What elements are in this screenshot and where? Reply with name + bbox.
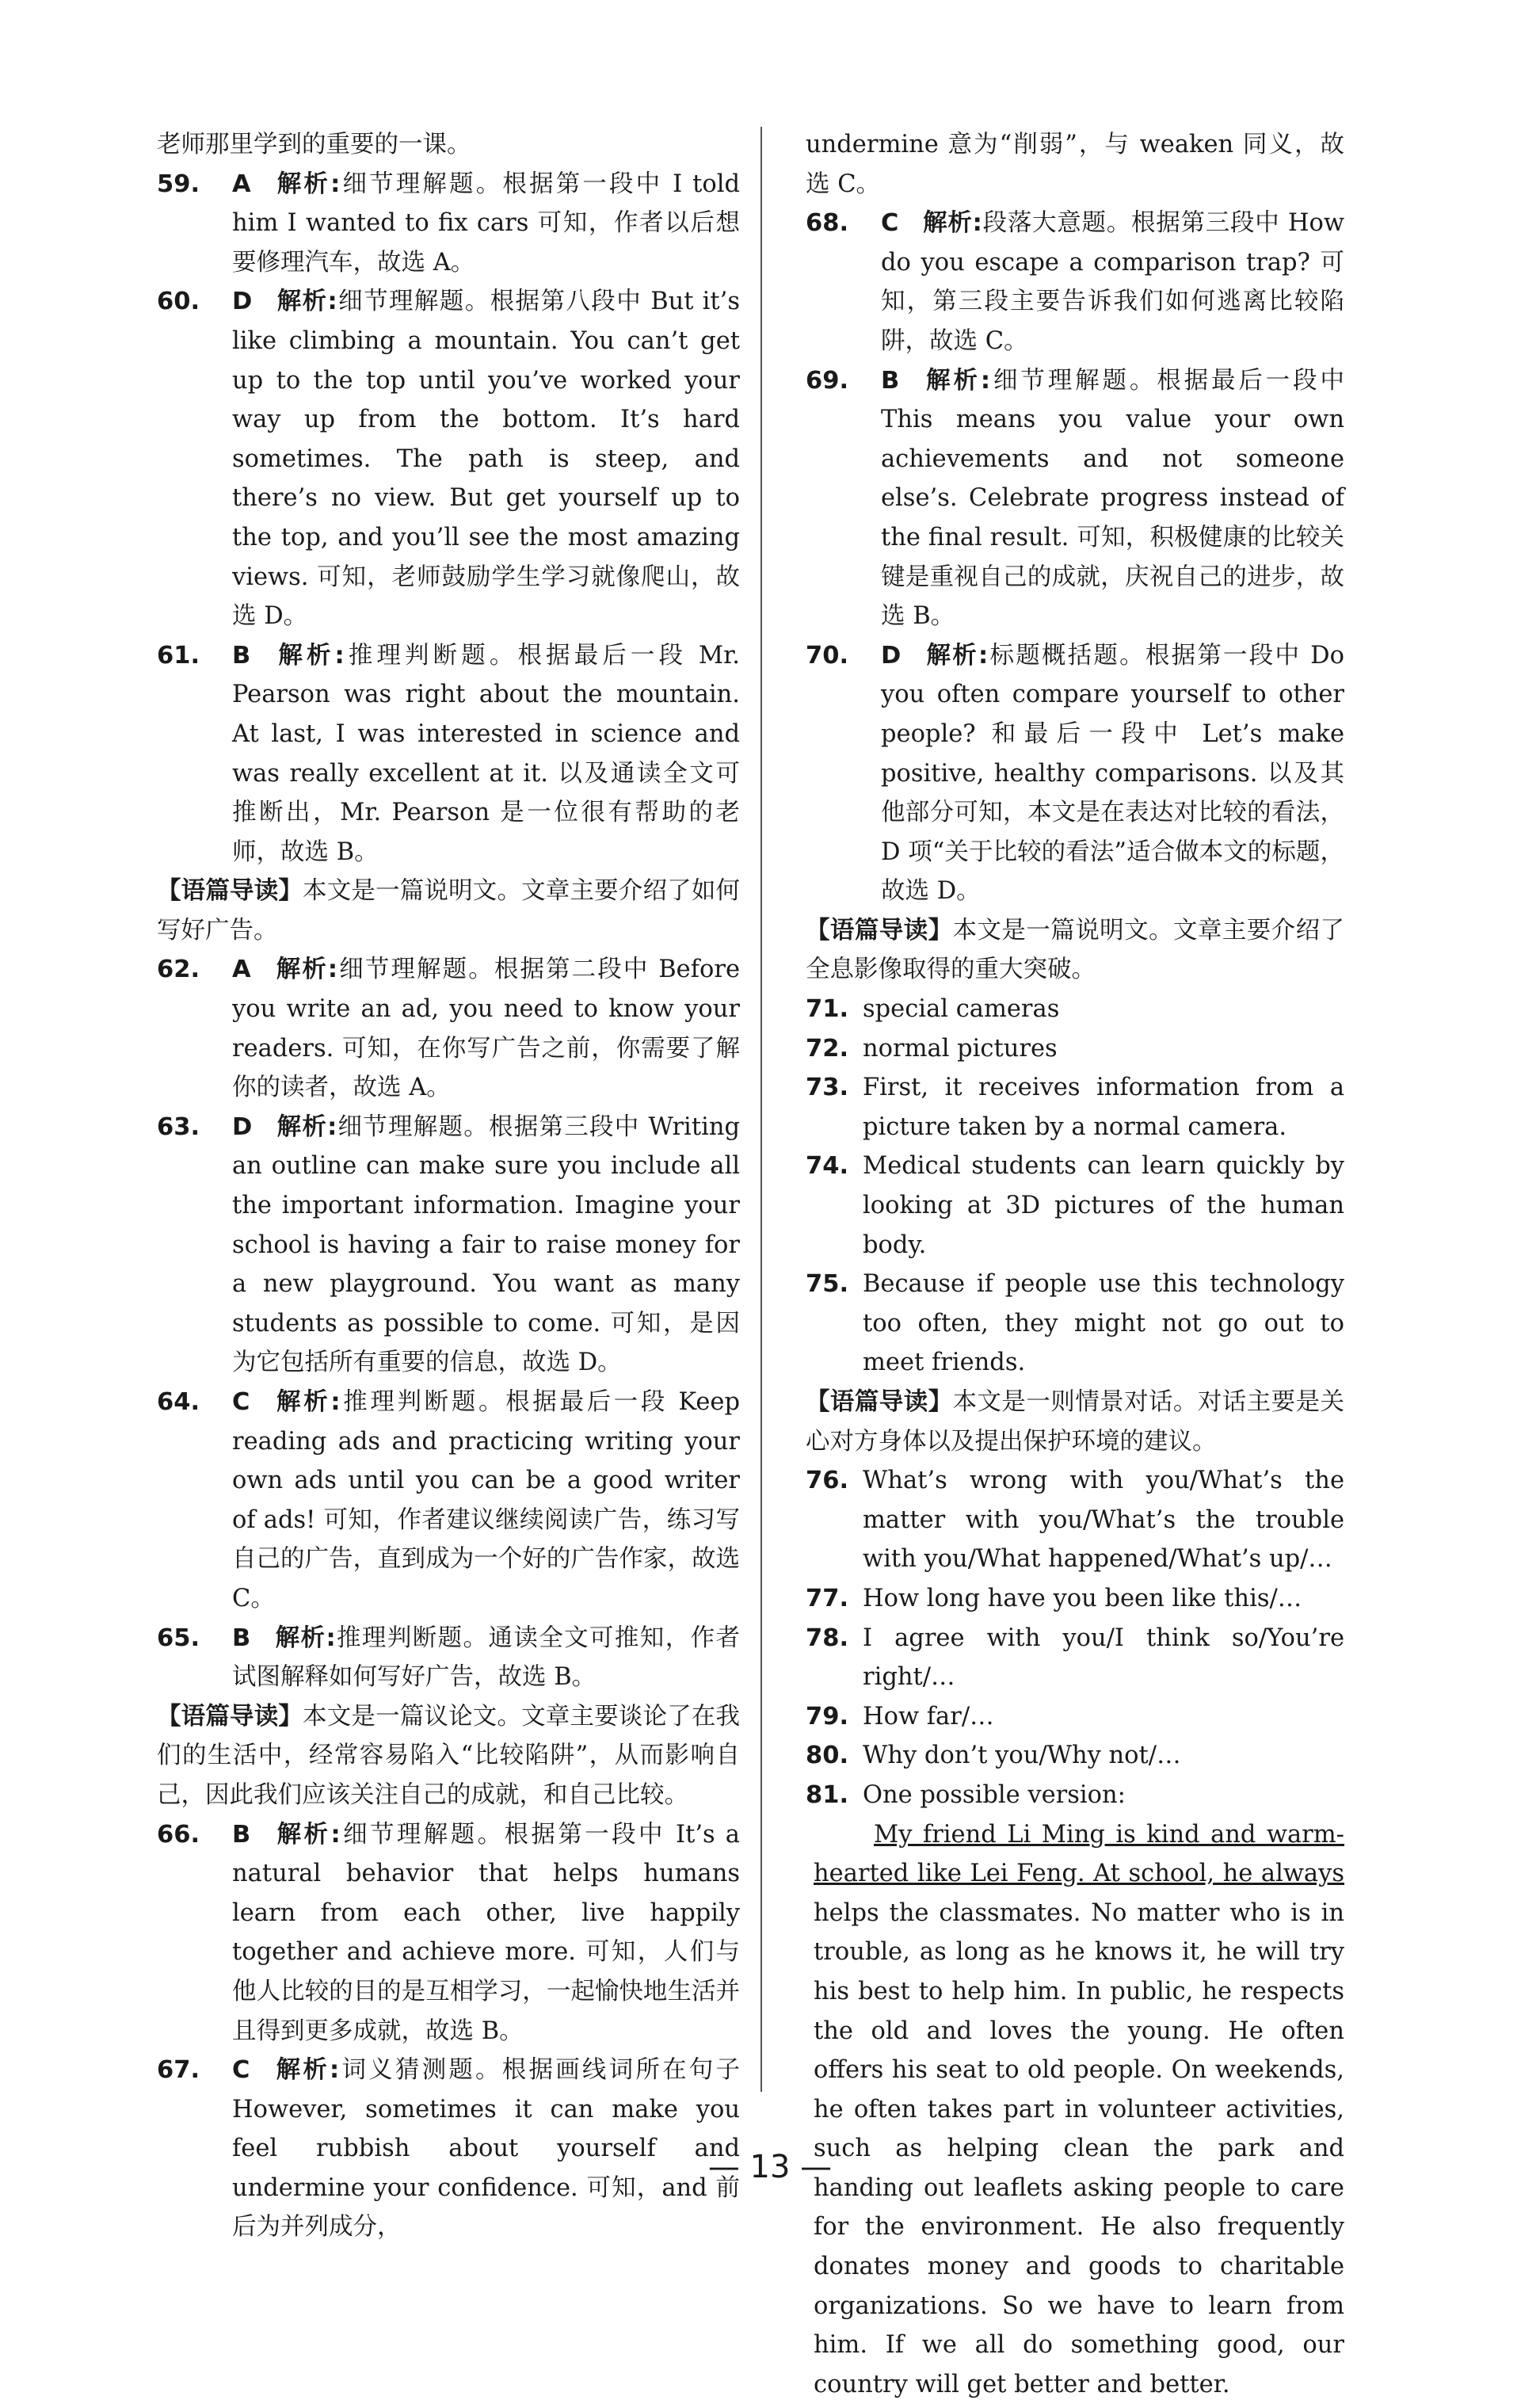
answer-item-65	[157, 1619, 740, 1697]
page-number: — 13 —	[707, 2149, 833, 2185]
right-items-a	[806, 204, 1344, 911]
item-number: 71.	[806, 995, 849, 1024]
essay-underlined-text: My friend Li Ming is kind and warm-hearted like Lei Feng. At school, he always	[814, 1820, 1344, 1888]
answer-letter: B	[232, 1624, 251, 1652]
analysis-label: 解析:	[922, 209, 982, 238]
guide-label: 【语篇导读】	[157, 1702, 303, 1730]
item-number: 66.	[157, 1820, 200, 1849]
item-number: 75.	[806, 1270, 849, 1299]
guide-text: 本文是一篇说明文。文章主要介绍了全息影像取得的重大突破。	[806, 916, 1345, 984]
item-number: 59.	[157, 170, 200, 198]
answer-item-72	[806, 1029, 1344, 1069]
item-number: 63.	[157, 1112, 200, 1141]
analysis-text: 词义猜测题。根据画线词所在句子 However, sometimes it can make you feel rubbish about yourself and undermine your confidence. 可知，and 前后为并列成分，	[232, 2056, 741, 2242]
answer-item-81	[806, 1776, 1344, 1815]
analysis-text: 段落大意题。根据第三段中 How do you escape a comparison trap? 可知，第三段主要告诉我们如何逃离比较陷阱，故选 C。	[881, 209, 1344, 355]
analysis-label: 解析:	[274, 1820, 341, 1849]
passage-guide	[157, 1697, 740, 1815]
guide-label: 【语篇导读】	[806, 1388, 953, 1416]
answer-letter: D	[232, 1112, 253, 1141]
guide-text: 本文是一篇说明文。文章主要介绍了如何写好广告。	[157, 877, 741, 944]
answer-letter: C	[232, 2056, 250, 2085]
item-number: 79.	[806, 1702, 849, 1730]
right-answers-a	[806, 990, 1344, 1383]
item-number: 62.	[157, 956, 200, 984]
right-column	[806, 125, 1344, 2404]
item-number: 76.	[806, 1467, 849, 1495]
answer-text: Because if people use this technology too often, they might not go out to meet friends.	[863, 1270, 1344, 1377]
continued-text: undermine 意为“削弱”，与 weaken 同义，故选 C。	[806, 131, 1344, 198]
item-number: 73.	[806, 1074, 849, 1102]
item-number: 77.	[806, 1584, 849, 1612]
item-number: 60.	[157, 288, 200, 316]
answer-letter: D	[881, 641, 902, 670]
item-number: 69.	[806, 366, 849, 395]
analysis-label: 解析:	[274, 170, 341, 198]
analysis-text: 细节理解题。根据第三段中 Writing an outline can make sure you include all the important information. Imagine your school is having a fair to raise money for a new playground. You want as many students as possible to come. 可知，是因为它包括所有重要的信息，故选 D。	[232, 1112, 740, 1377]
passage-guide	[157, 872, 740, 950]
analysis-label: 解析:	[273, 2056, 340, 2085]
item-number: 74.	[806, 1152, 849, 1181]
continued-text: 老师那里学到的重要的一课。	[157, 131, 471, 158]
answer-item-78	[806, 1619, 1344, 1697]
analysis-label: 解析:	[276, 1112, 337, 1141]
analysis-text: 标题概括题。根据第一段中 Do you often compare yourself to other people? 和最后一段中 Let’s make positive, healthy comparisons. 以及其他部分可知，本文是在表达对比较的看法，D 项“关于比较的看法”适合做本文的标题，故选 D。	[881, 641, 1345, 906]
guide-label: 【语篇导读】	[806, 916, 953, 944]
answer-letter: B	[232, 1820, 251, 1849]
analysis-text: 细节理解题。根据第一段中 It’s a natural behavior that helps humans learn from each other, live happily together and achieve more. 可知，人们与他人比较的目的是互相学习，一起愉快地生活并且得到更多成就，故选 B。	[232, 1820, 740, 2045]
answer-item-76	[806, 1461, 1344, 1579]
answer-text: First, it receives information from a picture taken by a normal camera.	[863, 1074, 1344, 1141]
guide-text: 本文是一篇议论文。文章主要谈论了在我们的生活中，经常容易陷入“比较陷阱”，从而影响自己，因此我们应该关注自己的成就，和自己比较。	[157, 1702, 741, 1809]
answer-text: normal pictures	[863, 1034, 1058, 1063]
right-answers-b	[806, 1461, 1344, 1814]
item-number: 78.	[806, 1624, 849, 1652]
item-number: 81.	[806, 1780, 849, 1809]
answer-item-68	[806, 204, 1344, 361]
guide-text: 本文是一则情景对话。对话主要是关心对方身体以及提出保护环境的建议。	[806, 1388, 1345, 1456]
passage-guide	[806, 911, 1344, 990]
answer-text: How long have you been like this/…	[863, 1584, 1302, 1612]
item-number: 65.	[157, 1624, 200, 1652]
analysis-label: 解析:	[274, 641, 345, 670]
passage-guide	[806, 1383, 1344, 1461]
analysis-text: 推理判断题。根据最后一段 Mr. Pearson was right about the mountain. At last, I was interested in science and was really excellent at it. 以及通读全文可推断出，Mr. Pearson 是一位很有帮助的老师，故选 B。	[232, 641, 740, 866]
answer-letter: A	[232, 956, 251, 984]
left-items-b	[157, 950, 740, 1696]
item-number: 64.	[157, 1388, 200, 1416]
answer-item-80	[806, 1736, 1344, 1776]
analysis-label: 解析:	[274, 1624, 336, 1652]
answer-item-69	[806, 361, 1344, 636]
column-divider	[760, 127, 762, 2092]
item-number: 70.	[806, 641, 849, 670]
answer-letter: C	[881, 209, 899, 238]
essay-text: helps the classmates. No matter who is in trouble, as long as he knows it, he will try his best to help him. In public, he respects the old and loves the young. He often offers his seat to old people. On weekends, he often takes part in volunteer activities, such as helping clean the park and handing out leaflets asking people to care for the environment. He also frequently donates money and goods to charitable organizations. So we have to learn from him. If we all do something good, our country will get better and better.	[814, 1898, 1344, 2398]
answer-item-70	[806, 636, 1344, 911]
item-number: 68.	[806, 209, 849, 238]
answer-text: How far/…	[863, 1702, 994, 1730]
item-number: 67.	[157, 2056, 200, 2085]
answer-letter: C	[232, 1388, 250, 1416]
analysis-label: 解析:	[923, 366, 991, 395]
answer-item-61	[157, 636, 740, 872]
answer-item-59	[157, 165, 740, 283]
answer-text: One possible version:	[863, 1780, 1126, 1809]
answer-letter: B	[232, 641, 251, 670]
answer-item-71	[806, 990, 1344, 1029]
analysis-text: 推理判断题。通读全文可推知，作者试图解释如何写好广告，故选 B。	[232, 1624, 740, 1692]
answer-letter: A	[232, 170, 251, 198]
answer-item-73	[806, 1068, 1344, 1147]
answer-text: Medical students can learn quickly by looking at 3D pictures of the human body.	[863, 1152, 1344, 1259]
analysis-text: 推理判断题。根据最后一段 Keep reading ads and practicing writing your own ads until you can be a good writer of ads! 可知，作者建议继续阅读广告，练习写自己的广告，直到成为一个好的广告作家，故选 C。	[232, 1388, 740, 1612]
essay-paragraph	[806, 1815, 1344, 2404]
analysis-label: 解析:	[274, 956, 338, 984]
answer-item-63	[157, 1108, 740, 1383]
analysis-label: 解析:	[276, 288, 337, 316]
analysis-label: 解析:	[273, 1388, 341, 1416]
analysis-text: 细节理解题。根据最后一段中 This means you value your own achievements and not someone else’s. Celebrate progress instead of the final result. 可知，积极健康的比较关键是重视自己的成就，庆祝自己的进步，故选 B。	[881, 366, 1345, 631]
analysis-text: 细节理解题。根据第八段中 But it’s like climbing a mountain. You can’t get up to the top until you’ve worked your way up from the bottom. It’s hard sometimes. The path is steep, and there’s no view. But get yourself up to the top, and you’ll see the most amazing views. 可知，老师鼓励学生学习就像爬山，故选 D。	[232, 288, 740, 631]
item-number: 72.	[806, 1034, 849, 1063]
answer-item-75	[806, 1265, 1344, 1383]
answer-text: Why don’t you/Why not/…	[863, 1742, 1181, 1770]
guide-label: 【语篇导读】	[157, 877, 303, 906]
answer-text: What’s wrong with you/What’s the matter with you/What’s the trouble with you/What happened/What’s up/…	[863, 1467, 1344, 1574]
answer-letter: B	[881, 366, 900, 395]
answer-item-74	[806, 1147, 1344, 1265]
answer-item-77	[806, 1579, 1344, 1619]
answer-letter: D	[232, 288, 253, 316]
answer-item-60	[157, 282, 740, 635]
answer-item-66	[157, 1815, 740, 2051]
answer-text: special cameras	[863, 995, 1060, 1024]
answer-text: I agree with you/I think so/You’re right/…	[863, 1624, 1344, 1692]
answer-item-62	[157, 950, 740, 1107]
analysis-text: 细节理解题。根据第二段中 Before you write an ad, you need to know your readers. 可知，在你写广告之前，你需要了解你的读者，故选 A。	[232, 956, 740, 1102]
answer-item-64	[157, 1383, 740, 1619]
analysis-label: 解析:	[924, 641, 989, 670]
left-items-a	[157, 165, 740, 872]
left-column	[157, 125, 740, 2247]
item-number: 80.	[806, 1742, 849, 1770]
analysis-text: 细节理解题。根据第一段中 I told him I wanted to fix cars 可知，作者以后想要修理汽车，故选 A。	[232, 170, 740, 277]
answer-item-79	[806, 1697, 1344, 1737]
item-number: 61.	[157, 641, 200, 670]
